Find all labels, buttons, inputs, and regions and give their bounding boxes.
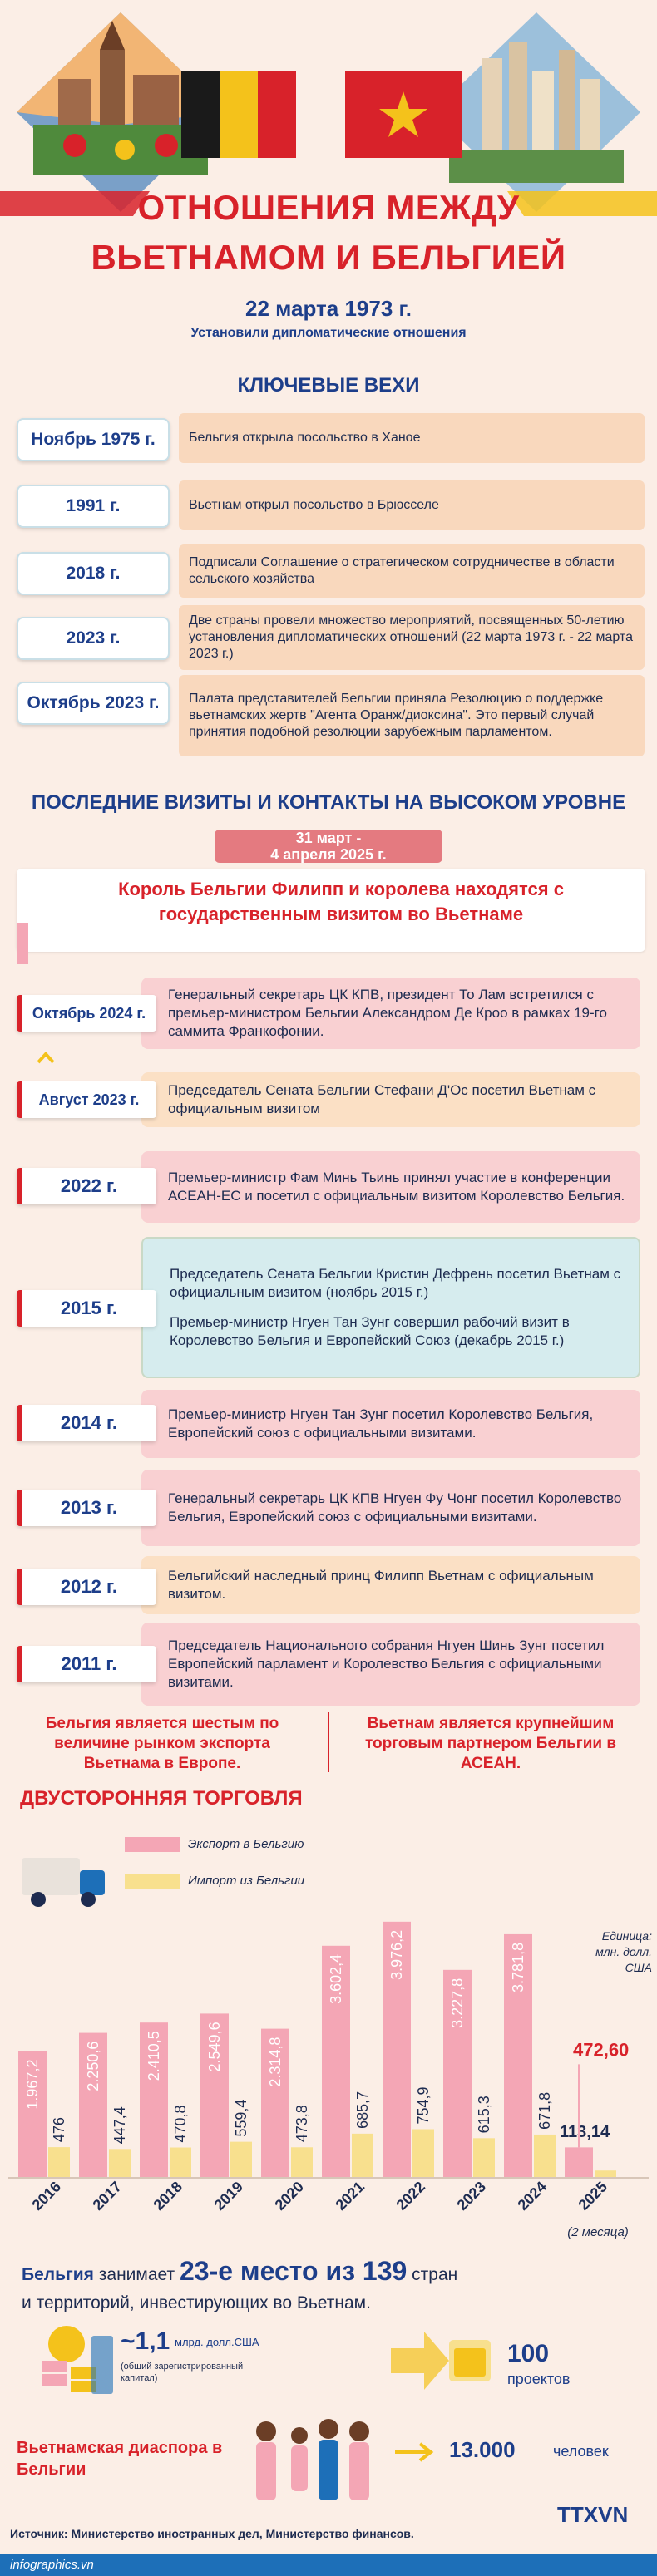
milestone-text: Палата представителей Бельгии приняла Резолюцию о поддержке вьетнамских жертв "Агента Оранж/диоксина". Это первый случай принятия подобной резолюции зарубежным парламентом. — [179, 675, 645, 756]
visit-year: 2013 г. — [17, 1490, 156, 1526]
investment-rank: Бельгия занимает 23-е место из 139 стран и территорий, инвестирующих во Вьетнам. — [22, 2256, 458, 2312]
label-import-2022: 754,9 — [415, 2086, 432, 2125]
people-illustration — [241, 2411, 383, 2519]
x-tick-2016: 2016 — [28, 2178, 64, 2214]
milestone-year: Октябрь 2023 г. — [17, 682, 170, 725]
diaspora-value: 13.000 — [449, 2437, 516, 2462]
chart-title: ДВУСТОРОННЯЯ ТОРГОВЛЯ — [20, 1787, 303, 1810]
visit-text: Председатель Сената Бельгии Стефани Д'Ос посетил Вьетнам с официальным визитом — [141, 1072, 640, 1127]
visit-year: 2022 г. — [17, 1168, 156, 1204]
footer-site: infographics.vn — [10, 2558, 94, 2572]
page-title: ОТНОШЕНИЯ МЕЖДУ ВЬЕТНАМОМ И БЕЛЬГИЕЙ — [91, 188, 566, 277]
label-import-2018: 470,8 — [172, 2105, 189, 2143]
projects-label: проектов — [507, 2371, 571, 2387]
visit-year: Август 2023 г. — [17, 1081, 156, 1118]
label-export-2017: 2.250,6 — [85, 2041, 101, 2091]
agency-logo: TTXVN — [557, 2502, 629, 2527]
label-import-2016: 476 — [51, 2117, 67, 2143]
milestone-year: Ноябрь 1975 г. — [17, 418, 170, 461]
x-tick-2017: 2017 — [89, 2178, 125, 2214]
state-visit-text: Король Бельгии Филипп и королева находятся с государственным визитом во Вьетнаме — [118, 879, 564, 924]
milestone-text: Бельгия открыла посольство в Ханое — [179, 413, 645, 463]
x-tick-2018: 2018 — [150, 2178, 185, 2214]
label-export-2022: 3.976,2 — [388, 1929, 405, 1980]
visit-year: 2015 г. — [17, 1290, 156, 1327]
arrow-right-icon — [391, 2440, 441, 2465]
x-tick-note: (2 месяца) — [567, 2225, 629, 2239]
capital-unit: млрд. долл.США — [175, 2336, 259, 2348]
label-export-2018: 2.410,5 — [146, 2031, 162, 2081]
visit-text: Председатель Национального собрания Нгуен Шинь Зунг посетил Европейский парламент и Королевство Бельгия с официальными визитами. — [141, 1623, 640, 1706]
label-export-2016: 1.967,2 — [24, 2059, 41, 2110]
state-visit-date: 31 март - 4 апреля 2025 г. — [215, 830, 442, 863]
visit-year: 2012 г. — [17, 1569, 156, 1605]
chart-unit: Единица: млн. долл. США — [595, 1929, 652, 1974]
vietnam-flag — [345, 71, 462, 158]
x-tick-2025: 2025 — [575, 2178, 610, 2214]
label-export-2019: 2.549,6 — [206, 2022, 223, 2072]
label-export-2024: 3.781,8 — [510, 1942, 526, 1992]
visit-year: Октябрь 2024 г. — [17, 995, 156, 1032]
bar-import-2019 — [230, 2142, 252, 2178]
label-import-2019: 559,4 — [233, 2099, 249, 2137]
visit-text: Бельгийский наследный принц Филипп Вьетнам с официальным визитом. — [141, 1556, 640, 1614]
visit-text: Генеральный секретарь ЦК КПВ Нгуен Фу Чонг посетил Королевство Бельгия, Европейский союз с официальными визитами. — [141, 1470, 640, 1546]
milestone-year: 2018 г. — [17, 552, 170, 595]
label-export-2021: 3.602,4 — [328, 1953, 344, 2004]
label-import-2023: 615,3 — [476, 2096, 492, 2134]
label-import-2021: 685,7 — [354, 2091, 371, 2129]
bar-import-2023 — [473, 2138, 495, 2178]
label-import-2025: 113,14 — [560, 2123, 610, 2142]
label-import-2020: 473,8 — [294, 2105, 310, 2143]
bar-import-2022 — [412, 2129, 434, 2178]
label-import-2024: 671,8 — [536, 2091, 553, 2130]
milestone-text: Две страны провели множество мероприятий, посвященных 50-летию установления дипломатических отношений (22 марта 1973 г. - 22 марта 2023 г.) — [179, 605, 645, 670]
belgium-flag — [181, 71, 296, 158]
bar-import-2021 — [352, 2134, 373, 2178]
chevron-up-icon — [33, 1046, 58, 1071]
milestone-text: Вьетнам открыл посольство в Брюсселе — [179, 480, 645, 530]
milestone-year: 2023 г. — [17, 617, 170, 660]
visits-title: ПОСЛЕДНИЕ ВИЗИТЫ И КОНТАКТЫ НА ВЫСОКОМ УРОВНЕ — [31, 791, 626, 814]
visit-text: Генеральный секретарь ЦК КПВ, президент То Лам встретился с премьер-министром Бельгии Александром Де Кроо в рамках 19-го саммита Франкофонии. — [141, 978, 640, 1049]
trade-bar-chart — [0, 1812, 657, 2244]
label-export-2023: 3.227,8 — [449, 1978, 466, 2028]
visit-text: Премьер-министр Фам Минь Тьинь принял участие в конференции АСЕАН-ЕС и посетил с официальным визитом Королевство Бельгия. — [141, 1151, 640, 1223]
bar-export-2025 — [565, 2147, 593, 2178]
label-import-2017: 447,4 — [111, 2106, 128, 2145]
bar-import-2017 — [109, 2149, 131, 2178]
x-tick-2023: 2023 — [453, 2178, 489, 2214]
legend-import: Импорт из Бельгии — [188, 1874, 305, 1888]
bar-import-2024 — [534, 2135, 556, 2178]
footer-bar — [0, 2554, 657, 2576]
label-export-2025: 472,60 — [573, 2039, 630, 2061]
visit-year: 2011 г. — [17, 1646, 156, 1682]
projects-value: 100 — [507, 2340, 550, 2367]
milestone-text: Подписали Соглашение о стратегическом сотрудничестве в области сельского хозяйства — [179, 544, 645, 598]
bar-import-2020 — [291, 2147, 313, 2178]
capital-value: ~1,1 — [121, 2327, 170, 2355]
x-tick-2019: 2019 — [210, 2178, 246, 2214]
ribbon-accent — [17, 923, 28, 964]
x-tick-2024: 2024 — [514, 2178, 550, 2214]
milestone-year: 1991 г. — [17, 485, 170, 528]
visit-text: Председатель Сената Бельгии Кристин Дефрень посетил Вьетнам с официальным визитом (ноябрь 2015 г.) Премьер-министр Нгуен Тан Зунг совершил рабочий визит в Королевство Бельгия и Европейский Союз (декабрь 2015 г.) — [141, 1237, 640, 1378]
label-export-2020: 2.314,8 — [267, 2037, 284, 2087]
visit-year: 2014 г. — [17, 1405, 156, 1441]
coins-icon — [33, 2319, 116, 2402]
source-note: Источник: Министерство иностранных дел, Министерство финансов. — [10, 2527, 414, 2540]
fact-right: Вьетнам является крупнейшим торговым партнером Бельгии в АСЕАН. — [364, 1715, 617, 1772]
establish-date: 22 марта 1973 г. — [245, 296, 412, 321]
x-tick-2022: 2022 — [393, 2178, 428, 2214]
capital-note: (общий зарегистрированный капитал) — [121, 2362, 244, 2383]
bar-import-2025 — [595, 2170, 616, 2178]
bar-import-2018 — [170, 2148, 191, 2178]
establish-caption: Установили дипломатические отношения — [190, 326, 467, 340]
folder-icon — [391, 2332, 499, 2390]
bar-import-2016 — [48, 2147, 70, 2178]
milestones-title: КЛЮЧЕВЫЕ ВЕХИ — [237, 374, 420, 396]
divider — [328, 1712, 329, 1772]
fact-left: Бельгия является шестым по величине рынком экспорта Вьетнама в Европе. — [45, 1715, 279, 1772]
diaspora-label: Вьетнамская диаспора в Бельгии — [17, 2439, 223, 2479]
legend-export: Экспорт в Бельгию — [188, 1837, 304, 1851]
x-tick-2021: 2021 — [332, 2178, 368, 2214]
visit-text: Премьер-министр Нгуен Тан Зунг посетил Королевство Бельгия, Европейский союз с официальными визитами. — [141, 1390, 640, 1458]
diaspora-unit: человек — [553, 2443, 609, 2460]
x-tick-2020: 2020 — [271, 2178, 307, 2214]
